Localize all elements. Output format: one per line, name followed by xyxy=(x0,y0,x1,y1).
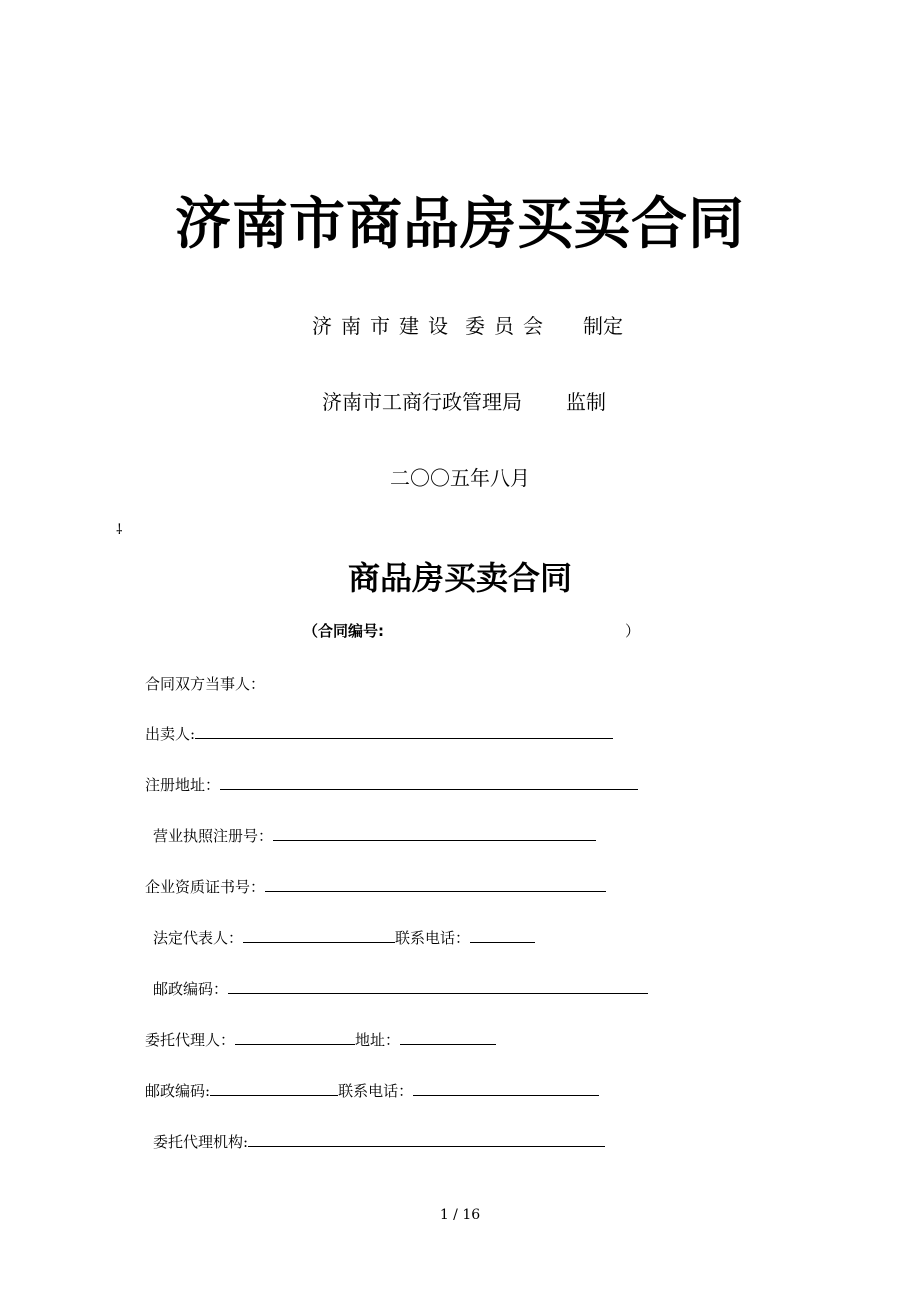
issuer-char: 南 xyxy=(341,314,370,338)
reg-address-row xyxy=(145,774,638,796)
legal-rep-label: 法定代表人： xyxy=(153,929,244,947)
phone-1-label: 联系电话： xyxy=(395,929,471,947)
parties-heading: 合同双方当事人： xyxy=(145,675,266,693)
postcode-2-label: 邮政编码: xyxy=(145,1082,211,1100)
supervisor-name: 济南市工商行政管理局 xyxy=(322,390,522,414)
phone-1-blank[interactable] xyxy=(470,928,535,943)
phone-2-label: 联系电话： xyxy=(338,1082,414,1100)
supervisor-line xyxy=(322,388,606,416)
phone-2-blank[interactable] xyxy=(413,1081,599,1096)
agent-blank[interactable] xyxy=(235,1030,355,1045)
postcode-1-label: 邮政编码： xyxy=(153,980,229,998)
issuer-action: 制定 xyxy=(583,314,623,338)
postcode-2-row xyxy=(145,1080,599,1102)
postcode-2-blank[interactable] xyxy=(210,1081,338,1096)
issuer-char: 员 xyxy=(494,314,523,338)
contract-number-close: ） xyxy=(625,622,641,640)
contract-number-line xyxy=(0,621,920,641)
seller-row xyxy=(145,723,613,745)
seller-blank[interactable] xyxy=(195,724,613,739)
seller-label: 出卖人: xyxy=(145,725,196,743)
agency-label: 委托代理机构: xyxy=(153,1133,249,1151)
reg-address-blank[interactable] xyxy=(220,775,638,790)
address-label: 地址： xyxy=(355,1031,401,1049)
issuer-char: 会 xyxy=(523,314,543,338)
qualification-blank[interactable] xyxy=(265,877,606,892)
reg-address-label: 注册地址： xyxy=(145,776,221,794)
license-blank[interactable] xyxy=(273,826,596,841)
agent-row xyxy=(145,1029,496,1051)
supervisor-action: 监制 xyxy=(566,390,606,414)
qualification-label: 企业资质证书号： xyxy=(145,878,266,896)
page-number: 1 / 16 xyxy=(439,1207,481,1223)
address-blank[interactable] xyxy=(400,1030,496,1045)
issuer-line xyxy=(312,312,623,340)
license-label: 营业执照注册号： xyxy=(153,827,274,845)
contract-number-label: （合同编号: xyxy=(303,622,384,640)
legal-rep-row xyxy=(153,927,535,949)
legal-rep-blank[interactable] xyxy=(243,928,395,943)
agent-label: 委托代理人： xyxy=(145,1031,236,1049)
issuer-char: 设 xyxy=(428,314,457,338)
anchor-mark: ⸸ xyxy=(116,522,123,538)
postcode-1-row xyxy=(153,978,648,1000)
cover-title: 济南市商品房买卖合同 xyxy=(175,191,745,257)
issuer-char: 市 xyxy=(370,314,399,338)
issuer-char: 建 xyxy=(399,314,428,338)
issuer-char: 委 xyxy=(465,314,494,338)
issuer-char: 济 xyxy=(312,314,341,338)
agency-blank[interactable] xyxy=(248,1132,605,1147)
license-row xyxy=(153,825,596,847)
agency-row xyxy=(153,1131,605,1153)
qualification-row xyxy=(145,876,606,898)
postcode-1-blank[interactable] xyxy=(228,979,648,994)
cover-date: 二〇〇五年八月 xyxy=(390,466,530,490)
contract-title: 商品房买卖合同 xyxy=(347,559,572,597)
